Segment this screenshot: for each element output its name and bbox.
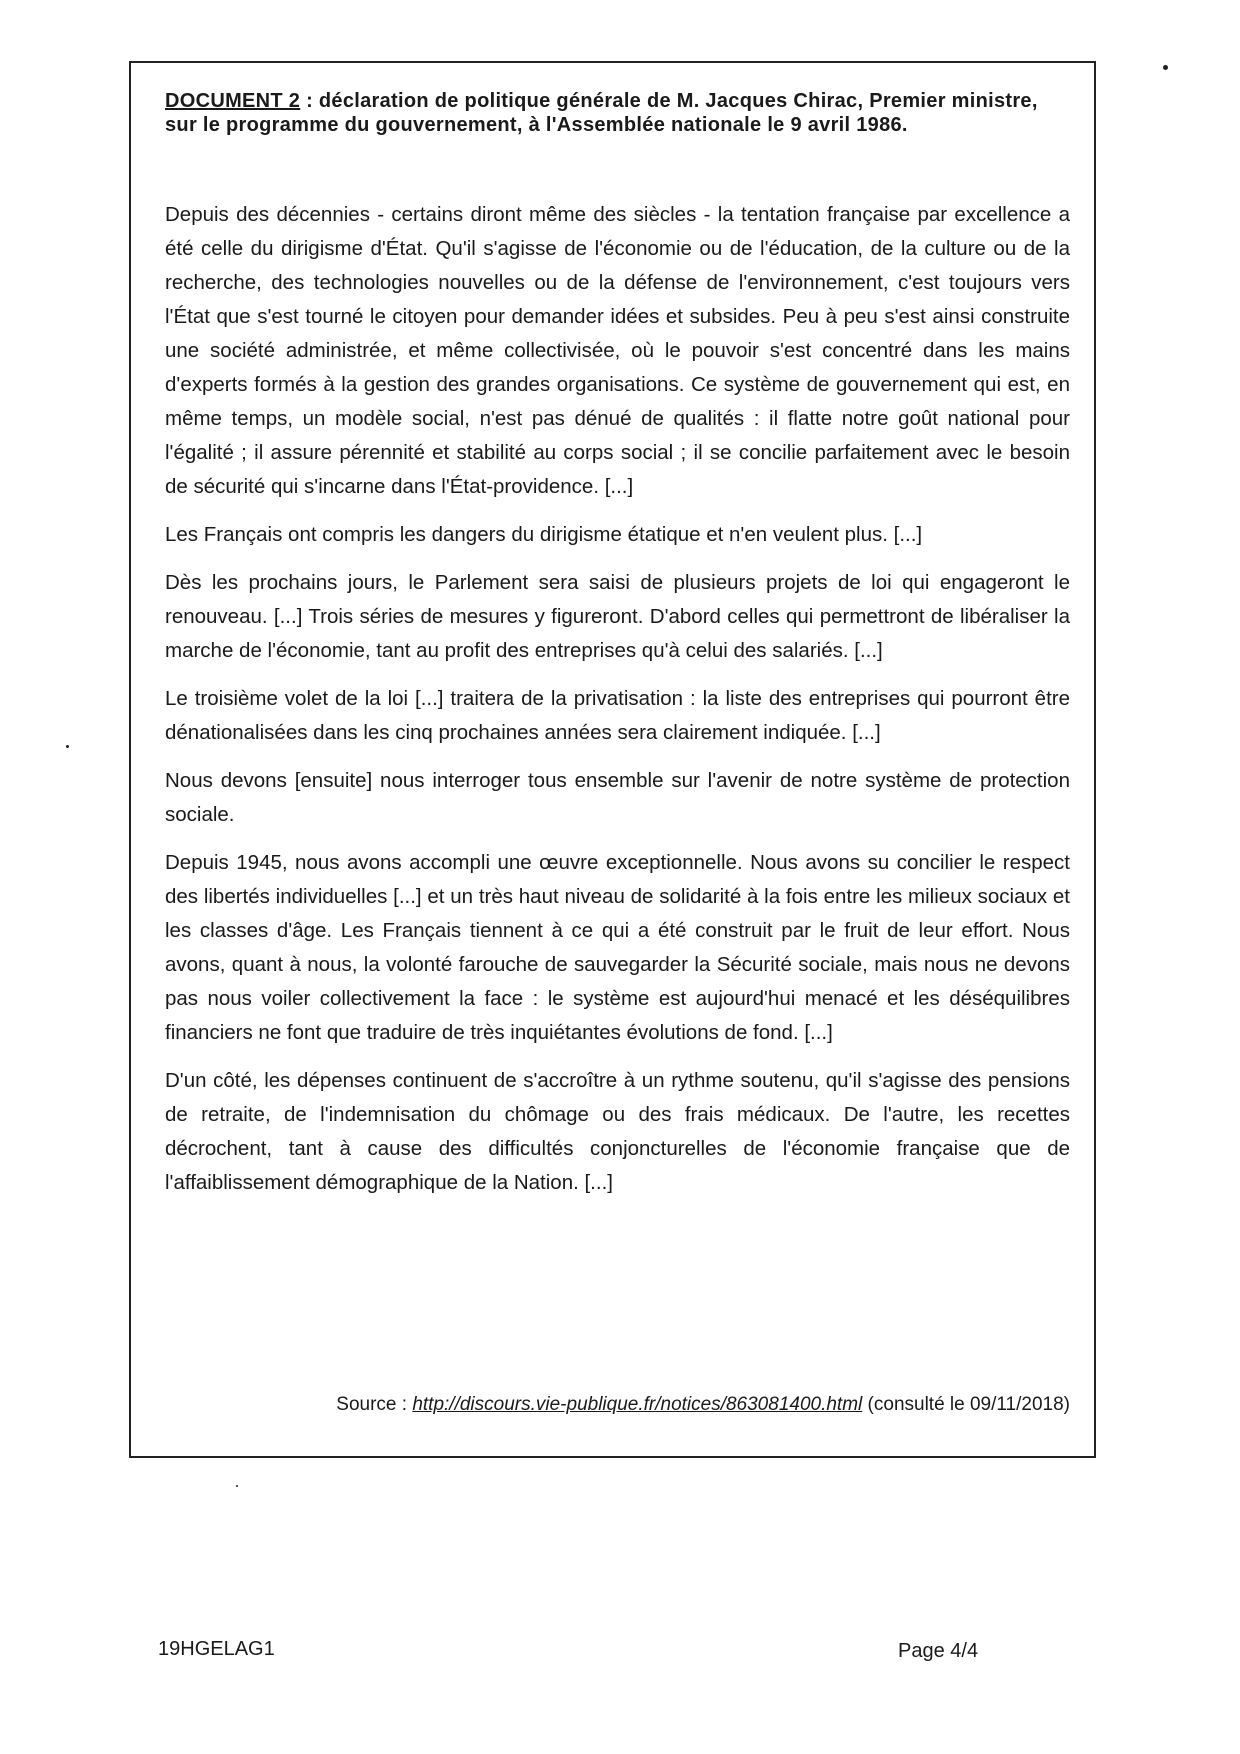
source-label: Source : [336, 1394, 413, 1415]
scan-speck [236, 1485, 238, 1487]
paragraph: Dès les prochains jours, le Parlement sera saisi de plusieurs projets de loi qui engageront le renouveau. [...] Trois séries de mesures y figureront. D'abord celles qui permettront de libéraliser la marche de l'économie, tant au profit des entreprises qu'à celui des salariés. [...] [165, 571, 1070, 662]
document-label: DOCUMENT 2 [165, 90, 301, 112]
paragraph: Depuis des décennies - certains diront même des siècles - la tentation française par excellence a été celle du dirigisme d'État. Qu'il s'agisse de l'économie ou de l'éducation, de la culture ou de la recherche, des technologies nouvelles ou de la défense de l'environnement, c'est toujours vers l'État que s'est tourné le citoyen pour demander idées et subsides. Peu à peu s'est ainsi construite une société administrée, et même collectivisée, où le pouvoir s'est concentré dans les mains d'experts formés à la gestion des grandes organisations. Ce système de gouvernement qui est, en même temps, un modèle social, n'est pas dénué de qualités : il flatte notre goût national pour l'égalité ; il assure pérennité et stabilité au corps social ; il se concilie parfaitement avec le besoin de sécurité qui s'incarne dans l'État-providence. [...] [165, 203, 1070, 498]
paragraph: Depuis 1945, nous avons accompli une œuvre exceptionnelle. Nous avons su concilier le respect des libertés individuelles [...] et un très haut niveau de solidarité à la fois entre les milieux sociaux et les classes d'âge. Les Français tiennent à ce qui a été construit par le fruit de leur effort. Nous avons, quant à nous, la volonté farouche de sauvegarder la Sécurité sociale, mais nous ne devons pas nous voiler collectivement la face : le système est aujourd'hui menacé et les déséquilibres financiers ne font que traduire de très inquiétantes évolutions de fond. [...] [165, 851, 1070, 1044]
source-link[interactable]: http://discours.vie-publique.fr/notices/863081400.html [412, 1394, 863, 1415]
exam-code: 19HGELAG1 [158, 1638, 275, 1660]
document-body [165, 198, 1070, 1214]
page-number: Page 4/4 [898, 1640, 979, 1662]
document-heading [165, 89, 1060, 137]
paragraph: Le troisième volet de la loi [...] traitera de la privatisation : la liste des entreprises qui pourront être dénationalisées dans les cinq prochaines années sera clairement indiquée. [...] [165, 687, 1070, 744]
source-consulted-date: (consulté le 09/11/2018) [862, 1394, 1070, 1415]
document-title: : déclaration de politique générale de M. Jacques Chirac, Premier ministre, sur le programme du gouvernement, à l'Assemblée nationale le 9 avril 1986. [165, 90, 1038, 136]
paragraph: D'un côté, les dépenses continuent de s'accroître à un rythme soutenu, qu'il s'agisse des pensions de retraite, de l'indemnisation du chômage ou des frais médicaux. De l'autre, les recettes décrochent, tant à cause des difficultés conjoncturelles de l'économie française que de l'affaiblissement démographique de la Nation. [...] [165, 1069, 1070, 1194]
source-citation [336, 1393, 1070, 1417]
scan-speck [1163, 65, 1168, 70]
paragraph: Nous devons [ensuite] nous interroger tous ensemble sur l'avenir de notre système de protection sociale. [165, 769, 1070, 826]
scan-speck [66, 745, 69, 748]
paragraph: Les Français ont compris les dangers du dirigisme étatique et n'en veulent plus. [...] [165, 523, 923, 546]
